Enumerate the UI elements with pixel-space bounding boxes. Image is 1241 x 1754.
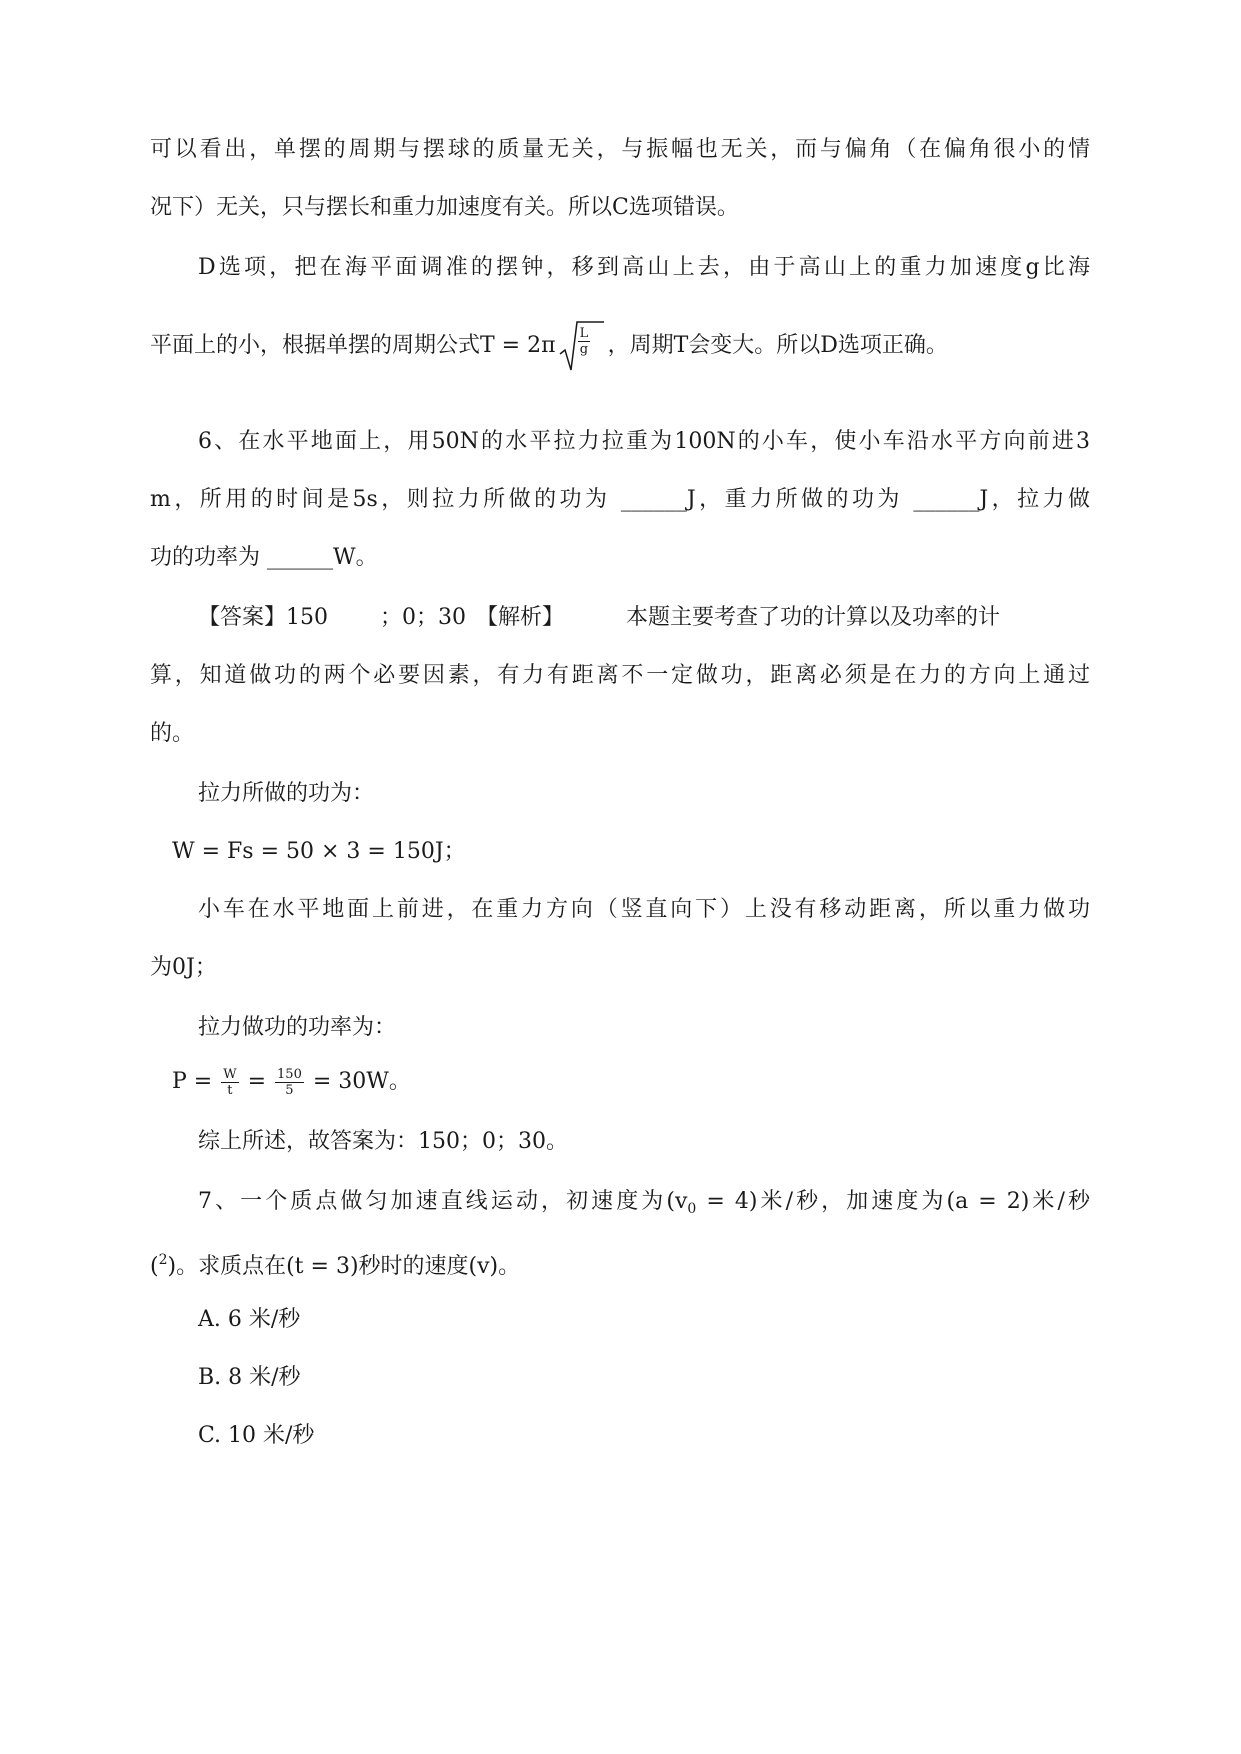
text-segment: 平面上的小，根据单摆的周期公式T = 2π — [150, 333, 556, 358]
gravity-line: 小车在水平地面上前进，在重力方向（竖直向下）上没有移动距离，所以重力做功 — [198, 897, 1090, 922]
gravity-line: 为0J； — [150, 955, 217, 980]
analysis-label: 【解析】 — [476, 605, 565, 630]
paragraph-line-with-formula — [150, 318, 948, 374]
fraction — [578, 326, 591, 357]
answer-line — [198, 602, 1090, 634]
answer-label: 【答案】150 — [198, 605, 328, 630]
fraction — [275, 1067, 304, 1098]
paragraph-line: 况下）无关，只与摆长和重力加速度有关。所以C选项错误。 — [150, 195, 739, 220]
question-6-line: 6、在水平地面上，用50N的水平拉力拉重为100N的小车，使小车沿水平方向前进3 — [198, 429, 1090, 454]
text-segment: 7、一个质点做匀加速直线运动，初速度为(v — [198, 1189, 688, 1214]
fraction — [221, 1067, 238, 1098]
analysis-line: 的。 — [150, 721, 195, 746]
text-segment: ( — [150, 1254, 159, 1279]
work-formula: W = Fs = 50 × 3 = 150J； — [172, 839, 466, 864]
answer-values: ；0；30 — [380, 605, 466, 630]
fraction-numerator: 150 — [277, 1066, 302, 1082]
question-7-line — [198, 1186, 1090, 1225]
fraction-numerator: W — [223, 1066, 237, 1082]
analysis-line: 算，知道做功的两个必要因素，有力有距离不一定做功，距离必须是在力的方向上通过 — [150, 663, 1090, 688]
question-6-line: m，所用的时间是5s，则拉力所做的功为 ______J，重力所做的功为 ______J，拉力做 — [150, 487, 1090, 512]
power-formula — [172, 1060, 411, 1104]
document-page — [150, 0, 1090, 1754]
paragraph-line: D选项，把在海平面调准的摆钟，移到高山上去，由于高山上的重力加速度g比海 — [198, 255, 1090, 280]
work-title: 拉力所做的功为： — [198, 781, 375, 806]
formula-segment: P = — [172, 1069, 220, 1094]
power-title: 拉力做功的功率为： — [198, 1015, 397, 1040]
formula-segment: = — [240, 1069, 274, 1094]
subscript: 0 — [687, 1201, 697, 1217]
superscript: 2 — [158, 1252, 168, 1268]
formula-segment: = 30W。 — [305, 1069, 411, 1094]
question-6-line: 功的功率为 ______W。 — [150, 545, 378, 570]
option-a: A. 6 米/秒 — [198, 1307, 301, 1332]
text-segment: ，周期T会变大。所以D选项正确。 — [607, 333, 948, 358]
summary-line: 综上所述，故答案为：150；0；30。 — [198, 1129, 568, 1154]
paragraph-line: 可以看出，单摆的周期与摆球的质量无关，与振幅也无关，而与偏角（在偏角很小的情 — [150, 137, 1090, 162]
fraction-denominator: 5 — [285, 1082, 294, 1098]
fraction-denominator: t — [227, 1082, 233, 1098]
text-segment: )。求质点在(t = 3)秒时的速度(v)。 — [167, 1254, 521, 1279]
text-segment: = 4)米/秒，加速度为(a = 2)米/秒 — [696, 1189, 1090, 1214]
option-c: C. 10 米/秒 — [198, 1423, 315, 1448]
sqrt-formula — [558, 318, 606, 374]
fraction-denominator: g — [579, 342, 589, 357]
analysis-text: 本题主要考查了功的计算以及功率的计 — [626, 605, 1001, 630]
option-b: B. 8 米/秒 — [198, 1365, 301, 1390]
fraction-numerator: L — [579, 326, 589, 341]
question-7-line — [150, 1244, 520, 1283]
